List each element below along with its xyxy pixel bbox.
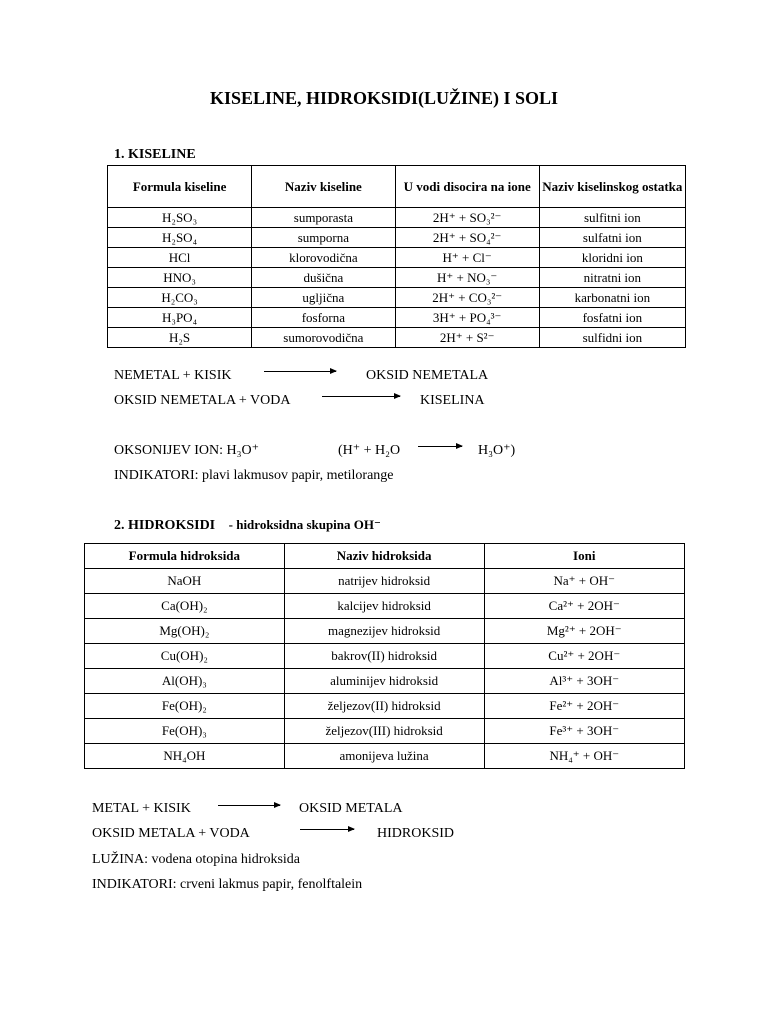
arrow-icon xyxy=(418,446,462,447)
base-indicators: INDIKATORI: crveni lakmus papir, fenolftalein xyxy=(92,877,363,892)
cell-ions: Mg²⁺ + 2OH⁻ xyxy=(484,619,684,644)
arrow-icon xyxy=(218,805,280,806)
cell-formula: NaOH xyxy=(85,569,285,594)
cell-name: klorovodična xyxy=(252,248,395,268)
cell-formula: H₂SO₃ xyxy=(108,208,252,228)
cell-dissociation: 2H⁺ + CO₃²⁻ xyxy=(395,288,539,308)
hidroksidi-title: 2. HIDROKSIDI xyxy=(114,518,216,533)
cell-dissociation: 2H⁺ + S²⁻ xyxy=(395,328,539,348)
cell-ions: Ca²⁺ + 2OH⁻ xyxy=(484,594,684,619)
cell-name: sumorovodična xyxy=(252,328,395,348)
col-header-name: Naziv hidroksida xyxy=(284,544,484,569)
cell-name: amonijeva lužina xyxy=(284,744,484,769)
cell-name: sumporasta xyxy=(252,208,395,228)
hydroxides-table-header xyxy=(85,544,685,569)
cell-formula: Fe(OH)₂ xyxy=(85,694,285,719)
cell-name: dušična xyxy=(252,268,395,288)
cell-name: ugljična xyxy=(252,288,395,308)
table-row xyxy=(108,308,686,328)
cell-formula: Cu(OH)₂ xyxy=(85,644,285,669)
eq-oksid-metala-voda: OKSID METALA + VODA xyxy=(92,826,250,841)
cell-name: bakrov(II) hidroksid xyxy=(284,644,484,669)
acids-table-header xyxy=(108,166,686,208)
cell-dissociation: 3H⁺ + PO₄³⁻ xyxy=(395,308,539,328)
table-row xyxy=(85,719,685,744)
cell-name: kalcijev hidroksid xyxy=(284,594,484,619)
oxonium-ion: OKSONIJEV ION: H₃O⁺ xyxy=(114,443,260,458)
acid-indicators: INDIKATORI: plavi lakmusov papir, metilorange xyxy=(114,468,394,483)
cell-formula: HCl xyxy=(108,248,252,268)
cell-name: natrijev hidroksid xyxy=(284,569,484,594)
table-row xyxy=(108,228,686,248)
cell-formula: H₂S xyxy=(108,328,252,348)
table-row xyxy=(85,744,685,769)
cell-residue: sulfatni ion xyxy=(539,228,685,248)
cell-residue: nitratni ion xyxy=(539,268,685,288)
oxonium-right: H₃O⁺) xyxy=(478,443,516,458)
cell-formula: H₂SO₄ xyxy=(108,228,252,248)
col-header-formula: Formula kiseline xyxy=(108,166,252,208)
acids-table xyxy=(107,165,686,348)
cell-dissociation: 2H⁺ + SO₄²⁻ xyxy=(395,228,539,248)
table-row xyxy=(108,248,686,268)
cell-ions: Al³⁺ + 3OH⁻ xyxy=(484,669,684,694)
table-row xyxy=(85,619,685,644)
table-row xyxy=(85,694,685,719)
cell-residue: sulfitni ion xyxy=(539,208,685,228)
oxonium-left: (H⁺ + H₂O xyxy=(338,443,401,458)
cell-dissociation: H⁺ + NO₃⁻ xyxy=(395,268,539,288)
eq-hidroksid: HIDROKSID xyxy=(377,826,454,841)
arrow-icon xyxy=(322,396,400,397)
cell-formula: Ca(OH)₂ xyxy=(85,594,285,619)
cell-residue: fosfatni ion xyxy=(539,308,685,328)
page-title: KISELINE, HIDROKSIDI(LUŽINE) I SOLI xyxy=(209,88,559,108)
table-row xyxy=(108,288,686,308)
table-row xyxy=(85,569,685,594)
cell-formula: Al(OH)₃ xyxy=(85,669,285,694)
cell-formula: Fe(OH)₃ xyxy=(85,719,285,744)
cell-name: fosforna xyxy=(252,308,395,328)
arrow-icon xyxy=(300,829,354,830)
table-row xyxy=(108,328,686,348)
section-heading-kiseline: 1. KISELINE xyxy=(114,147,196,162)
luzina-definition: LUŽINA: vodena otopina hidroksida xyxy=(92,852,301,867)
section-heading-hidroksidi xyxy=(114,517,381,534)
cell-residue: karbonatni ion xyxy=(539,288,685,308)
cell-ions: Fe²⁺ + 2OH⁻ xyxy=(484,694,684,719)
table-row xyxy=(108,208,686,228)
cell-name: sumporna xyxy=(252,228,395,248)
table-row xyxy=(85,644,685,669)
cell-name: željezov(II) hidroksid xyxy=(284,694,484,719)
col-header-name: Naziv kiseline xyxy=(252,166,395,208)
table-row xyxy=(85,669,685,694)
cell-formula: H₂CO₃ xyxy=(108,288,252,308)
cell-residue: sulfidni ion xyxy=(539,328,685,348)
cell-dissociation: H⁺ + Cl⁻ xyxy=(395,248,539,268)
cell-name: magnezijev hidroksid xyxy=(284,619,484,644)
cell-residue: kloridni ion xyxy=(539,248,685,268)
cell-name: željezov(III) hidroksid xyxy=(284,719,484,744)
eq-nemetal-kisik: NEMETAL + KISIK xyxy=(114,368,232,383)
cell-formula: NH₄OH xyxy=(85,744,285,769)
table-row xyxy=(85,594,685,619)
col-header-formula: Formula hidroksida xyxy=(85,544,285,569)
eq-kiselina: KISELINA xyxy=(420,393,485,408)
cell-ions: Na⁺ + OH⁻ xyxy=(484,569,684,594)
cell-ions: NH₄⁺ + OH⁻ xyxy=(484,744,684,769)
cell-ions: Fe³⁺ + 3OH⁻ xyxy=(484,719,684,744)
col-header-residue: Naziv kiselinskog ostatka xyxy=(539,166,685,208)
eq-oksid-nemetala-voda: OKSID NEMETALA + VODA xyxy=(114,393,291,408)
hidroksidi-subtitle: - hidroksidna skupina OH⁻ xyxy=(228,517,381,532)
cell-formula: H₃PO₄ xyxy=(108,308,252,328)
cell-name: aluminijev hidroksid xyxy=(284,669,484,694)
arrow-icon xyxy=(264,371,336,372)
cell-dissociation: 2H⁺ + SO₃²⁻ xyxy=(395,208,539,228)
col-header-dissociation: U vodi disocira na ione xyxy=(395,166,539,208)
hydroxides-table xyxy=(84,543,685,769)
eq-oksid-metala: OKSID METALA xyxy=(299,801,403,816)
cell-formula: HNO₃ xyxy=(108,268,252,288)
eq-metal-kisik: METAL + KISIK xyxy=(92,801,191,816)
cell-ions: Cu²⁺ + 2OH⁻ xyxy=(484,644,684,669)
cell-formula: Mg(OH)₂ xyxy=(85,619,285,644)
col-header-ions: Ioni xyxy=(484,544,684,569)
table-row xyxy=(108,268,686,288)
eq-oksid-nemetala: OKSID NEMETALA xyxy=(366,368,489,383)
